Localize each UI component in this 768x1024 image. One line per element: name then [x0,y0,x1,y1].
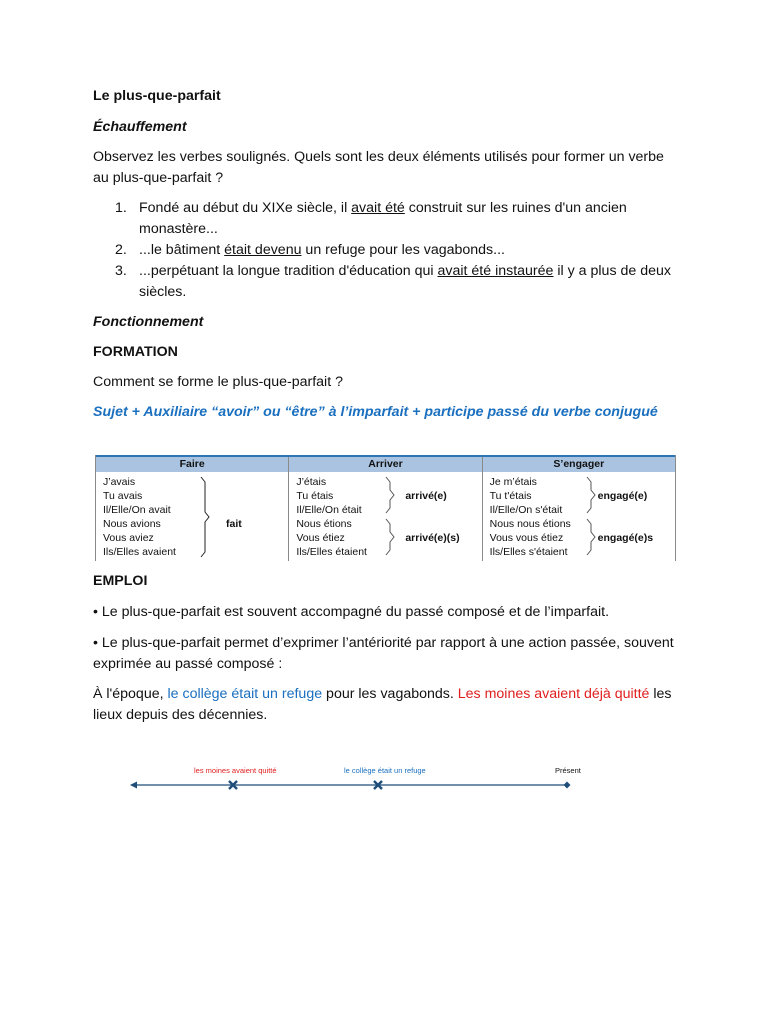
participle: arrivé(e)(s) [405,532,460,544]
timeline-label-past: le collège était un refuge [344,766,426,775]
form-cell: Nous nous étions [489,518,571,530]
table-header-row [96,455,675,472]
participle: fait [226,518,242,530]
list-text: il y a plus de deux siècles. [139,263,671,300]
underlined-verb: était devenu [224,242,302,258]
timeline-label-present: Présent [555,766,581,775]
conjugated-forms [103,475,176,559]
usage-section [93,571,683,726]
form-cell: Vous vous étiez [489,532,564,544]
table-column-faire [96,472,289,561]
list-number: 1. [115,200,127,216]
example-list [93,198,683,303]
form-cell: Il/Elle/On avait [103,504,171,516]
list-item [93,240,683,261]
list-item [93,261,683,303]
table-header-arriver: Arriver [289,457,482,472]
form-cell: Vous étiez [296,532,345,544]
table-body [96,472,675,561]
usage-bullet: • Le plus-que-parfait est souvent accompagné du passé composé et de l’imparfait. [93,604,610,620]
list-item [93,198,683,240]
timeline-axis [125,775,580,795]
conjugated-forms [296,475,367,559]
formation-question: Comment se forme le plus-que-parfait ? [93,374,343,390]
example-text: À l'époque, [93,686,168,702]
warmup-heading: Échauffement [93,119,187,135]
formation-heading: FORMATION [93,344,178,360]
conjugated-forms [490,475,571,559]
example-text: pour les vagabonds. [322,686,458,702]
brace-icon [200,476,210,558]
brace-icon [385,476,395,514]
formation-rule: Sujet + Auxiliaire “avoir” ou “être” à l’imparfait + participe passé du verbe conjugué [93,404,658,420]
conjugation-table [95,455,676,561]
arrow-left-icon [130,782,137,789]
form-cell: Il/Elle/On était [296,504,362,516]
table-header-sengager: S’engager [553,458,605,470]
form-cell: Ils/Elles s'étaient [489,546,568,558]
example-text: les lieux depuis des décennies. [93,686,672,723]
list-text: construit sur les ruines d'un ancien monastère... [139,200,627,237]
functioning-heading: Fonctionnement [93,314,204,330]
list-text: Fondé au début du XIXe siècle, il [139,200,352,216]
usage-heading: EMPLOI [93,573,148,589]
list-text: ...perpétuant la longue tradition d'éducation qui [139,263,438,279]
brace-icon [586,476,596,514]
list-text: ...le bâtiment [139,242,225,258]
timeline-label-past-perfect: les moines avaient quitté [194,766,277,775]
underlined-verb: avait été [351,200,405,216]
form-cell: Tu avais [103,490,143,502]
form-cell: Il/Elle/On s'était [489,504,563,516]
diamond-marker-icon [564,782,571,789]
table-column-sengager [483,472,675,561]
form-cell: Tu étais [296,490,334,502]
cross-marker-icon [374,781,382,789]
table-header-faire: Faire [96,457,289,472]
participle: engagé(e) [597,490,648,502]
brace-icon [586,518,596,556]
usage-example [93,684,683,726]
form-cell: J’étais [296,476,327,488]
list-text: un refuge pour les vagabonds... [301,242,505,258]
list-number: 2. [115,242,127,258]
form-cell: Je m’étais [489,476,537,488]
form-cell: Tu t'étais [489,490,532,502]
brace-icon [385,518,395,556]
form-cell: J’avais [103,476,136,488]
participle: arrivé(e) [405,490,447,502]
form-cell: Nous étions [296,518,352,530]
participle: engagé(e)s [597,532,654,544]
list-number: 3. [115,263,127,279]
form-cell: Nous avions [103,518,161,530]
warmup-question: Observez les verbes soulignés. Quels sont les deux éléments utilisés pour former un verbe au plus-que-parfait ? [93,149,664,186]
cross-marker-icon [229,781,237,789]
form-cell: Vous aviez [103,532,154,544]
example-prior-action: Les moines avaient déjà quitté [457,686,650,702]
page-title: Le plus-que-parfait [93,88,221,104]
form-cell: Ils/Elles avaient [103,546,176,558]
table-column-arriver [289,472,482,561]
example-past-action: le collège était un refuge [167,686,323,702]
form-cell: Ils/Elles étaient [296,546,367,558]
usage-bullet: • Le plus-que-parfait permet d’exprimer l’antériorité par rapport à une action passée, souvent exprimée au passé composé : [93,635,674,672]
underlined-verb: avait été instaurée [437,263,554,279]
document-page [93,86,683,423]
